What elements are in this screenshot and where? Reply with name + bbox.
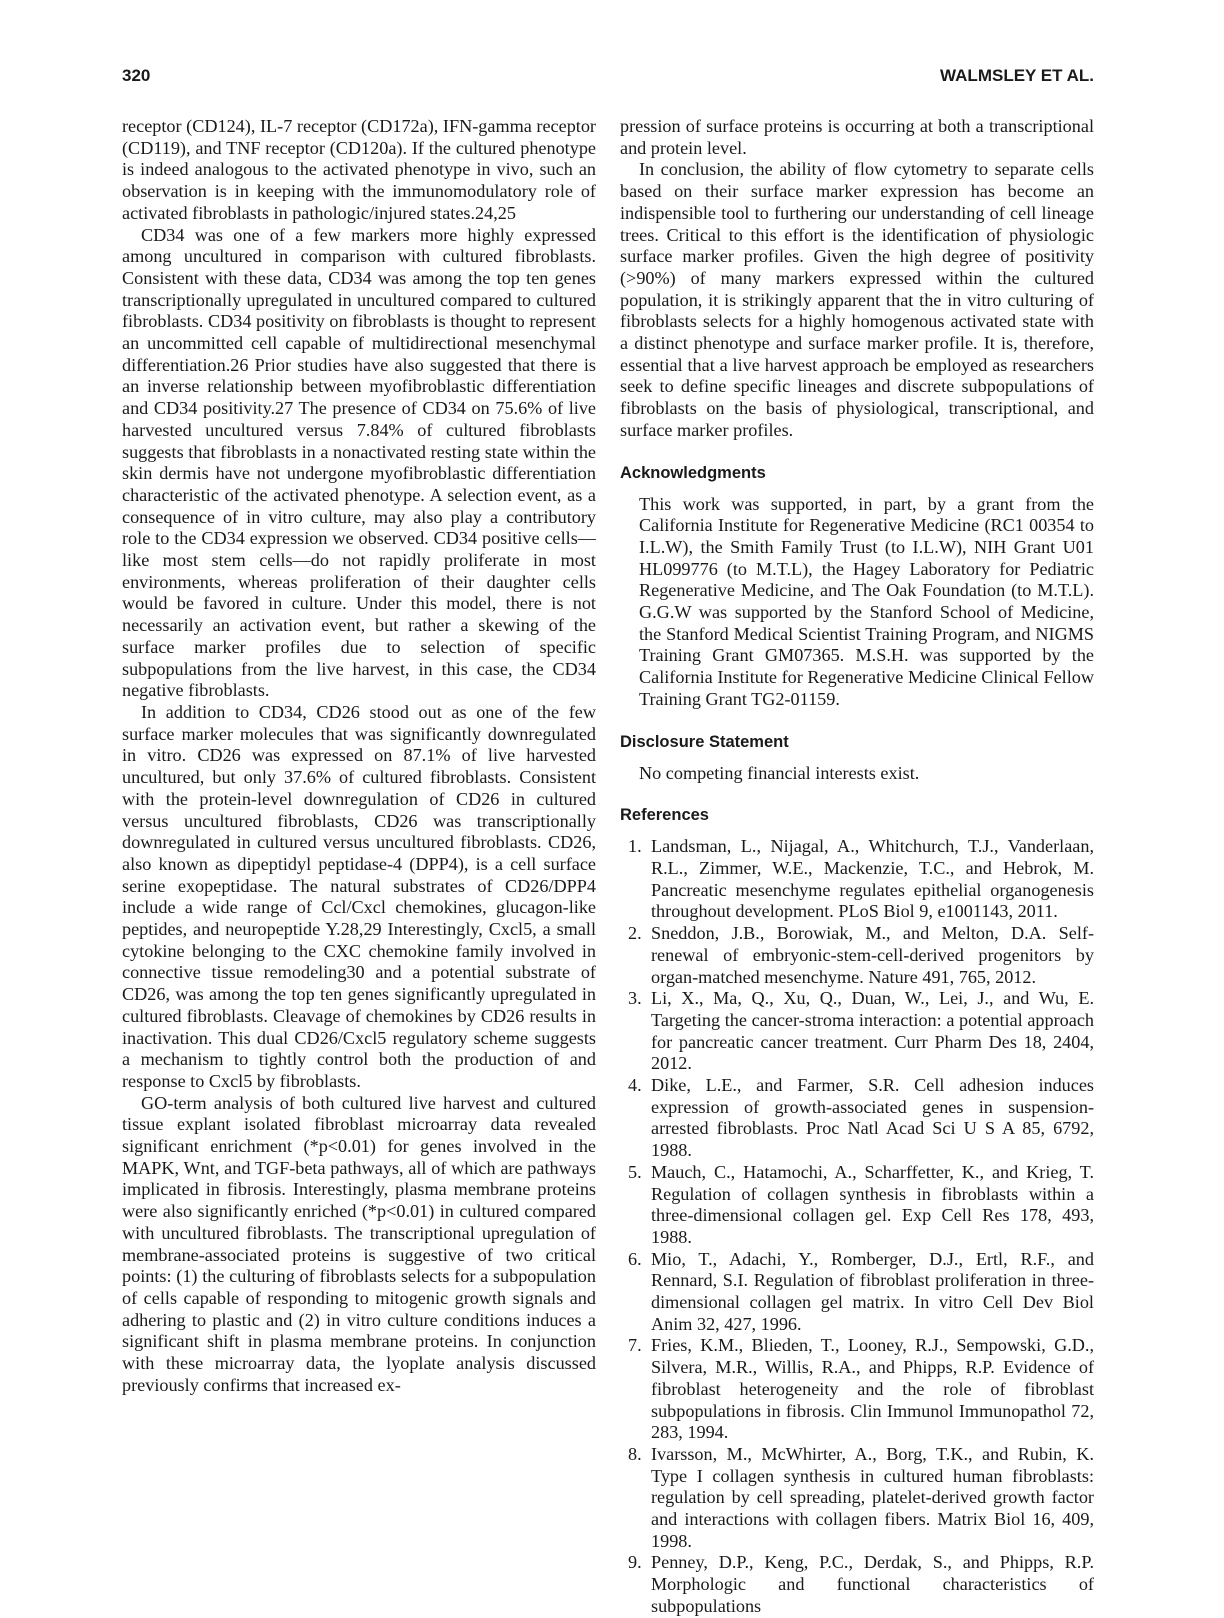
reference-text: Li, X., Ma, Q., Xu, Q., Duan, W., Lei, J., and Wu, E. Targeting the cancer-stroma interaction: a potential approach for pancreatic cancer treatment. Curr Pharm Des 18, 2404, 2012. <box>651 988 1094 1074</box>
body-paragraph: In conclusion, the ability of flow cytometry to separate cells based on their surface marker expression has become an indispensible tool to furthering our understanding of cell lineage trees. Critical to this effort is the identification of physiologic surface marker profiles. Given the high degree of positivity (>90%) of many markers expressed within the cultured population, it is strikingly apparent that the in vitro culturing of fibroblasts selects for a highly homogenous activated state with a distinct phenotype and surface marker profile. It is, therefore, essential that a live harvest approach be employed as researchers seek to define specific lineages and discrete subpopulations of fibroblasts on the basis of physiological, transcriptional, and surface marker profiles. <box>620 159 1094 440</box>
reference-number: 3. <box>628 988 642 1009</box>
page-number: 320 <box>122 66 151 85</box>
reference-number: 5. <box>628 1161 642 1182</box>
disclosure-text: No competing financial interests exist. <box>639 762 920 783</box>
reference-item <box>620 923 1094 988</box>
references-heading: References <box>620 806 709 825</box>
reference-text: Dike, L.E., and Farmer, S.R. Cell adhesion induces expression of growth-associated genes in suspension-arrested fibroblasts. Proc Natl Acad Sci U S A 85, 6792, 1988. <box>651 1075 1094 1161</box>
reference-text: Mio, T., Adachi, Y., Romberger, D.J., Ertl, R.F., and Rennard, S.I. Regulation of fibroblast proliferation in three-dimensional collagen gel matrix. In vitro Cell Dev Biol Anim 32, 427, 1996. <box>651 1248 1094 1334</box>
reference-item <box>620 1249 1094 1336</box>
reference-number: 6. <box>628 1248 642 1269</box>
reference-number: 2. <box>628 923 642 944</box>
body-paragraph: CD34 was one of a few markers more highly expressed among uncultured in comparison with cultured fibroblasts. Consistent with these data, CD34 was among the top ten genes transcriptionally upregulated in uncultured compared to cultured fibroblasts. CD34 positivity on fibroblasts is thought to represent an uncommitted cell capable of multidirectional mesenchymal differentiation.26 Prior studies have also suggested that there is an inverse relationship between myofibroblastic differentiation and CD34 positivity.27 The presence of CD34 on 75.6% of live harvested uncultured versus 7.84% of cultured fibroblasts suggests that fibroblasts in a nonactivated resting state within the skin dermis have not undergone myofibroblastic differentiation characteristic of the activated phenotype. A selection event, as a consequence of in vitro culture, may also play a contributory role to the CD34 expression we observed. CD34 positive cells—like most stem cells—do not rapidly proliferate in most environments, whereas proliferation of their daughter cells would be favored in culture. Under this model, there is not necessarily an activation event, but rather a skewing of the surface marker profiles due to selection of specific subpopulations from the live harvest, in this case, the CD34 negative fibroblasts. <box>122 224 596 701</box>
reference-text: Ivarsson, M., McWhirter, A., Borg, T.K., and Rubin, K. Type I collagen synthesis in cultured human fibroblasts: regulation by cell spreading, platelet-derived growth factor and interactions with collagen fibers. Matrix Biol 16, 409, 1998. <box>651 1443 1094 1551</box>
disclosure-heading: Disclosure Statement <box>620 732 789 751</box>
reference-text: Mauch, C., Hatamochi, A., Scharffetter, K., and Krieg, T. Regulation of collagen synthesis in fibroblasts within a three-dimensional collagen gel. Exp Cell Res 178, 493, 1988. <box>651 1161 1094 1247</box>
acknowledgments-heading: Acknowledgments <box>620 463 766 482</box>
body-paragraph: GO-term analysis of both cultured live harvest and cultured tissue explant isolated fibroblast microarray data revealed significant enrichment (*p<0.01) for genes involved in the MAPK, Wnt, and TGF-beta pathways, all of which are pathways implicated in fibrosis. Interestingly, plasma membrane proteins were also significantly enriched (*p<0.01) in cultured compared with uncultured fibroblasts. The transcriptional upregulation of membrane-associated proteins is suggestive of two critical points: (1) the culturing of fibroblasts selects for a subpopulation of cells capable of responding to mitogenic growth signals and adhering to plastic and (2) in vitro culture conditions induces a significant shift in plasma membrane proteins. In conjunction with these microarray data, the lyoplate analysis discussed previously confirms that increased ex- <box>122 1092 596 1395</box>
acknowledgments-text: This work was supported, in part, by a grant from the California Institute for Regenerative Medicine (RC1 00354 to I.L.W), the Smith Family Trust (to I.L.W), NIH Grant U01 HL099776 (to M.T.L), the Hagey Laboratory for Pediatric Regenerative Medicine, and The Oak Foundation (to M.T.L). G.G.W was supported by the Stanford School of Medicine, the Stanford Medical Scientist Training Program, and NIGMS Training Grant GM07365. M.S.H. was supported by the California Institute for Regenerative Medicine Clinical Fellow Training Grant TG2-01159. <box>639 493 1094 709</box>
reference-item <box>620 988 1094 1075</box>
references-list <box>620 836 1094 1617</box>
reference-number: 4. <box>628 1075 642 1096</box>
body-paragraph: In addition to CD34, CD26 stood out as one of the few surface marker molecules that was significantly downregulated in vitro. CD26 was expressed on 87.1% of live harvested uncultured, but only 37.6% of cultured fibroblasts. Consistent with the protein-level downregulation of CD26 in cultured versus uncultured fibroblasts, CD26 was transcriptionally downregulated in cultured versus uncultured fibroblasts. CD26, also known as dipeptidyl peptidase-4 (DPP4), is a cell surface serine exopeptidase. The natural substrates of CD26/DPP4 include a wide range of Ccl/Cxcl chemokines, glucagon-like peptides, and neuropeptide Y.28,29 Interestingly, Cxcl5, a small cytokine belonging to the CXC chemokine family involved in connective tissue remodeling30 and a potential substrate of CD26, was among the top ten genes significantly upregulated in cultured fibroblasts. Cleavage of chemokines by CD26 results in inactivation. This dual CD26/Cxcl5 regulatory scheme suggests a mechanism to tightly control both the production of and response to Cxcl5 by fibroblasts. <box>122 701 596 1091</box>
reference-text: Sneddon, J.B., Borowiak, M., and Melton, D.A. Self-renewal of embryonic-stem-cell-derived progenitors by organ-matched mesenchyme. Nature 491, 765, 2012. <box>651 923 1094 987</box>
body-paragraph: receptor (CD124), IL-7 receptor (CD172a), IFN-gamma receptor (CD119), and TNF receptor (CD120a). If the cultured phenotype is indeed analogous to the activated phenotype in vivo, such an observation is in keeping with the immunomodulatory role of activated fibroblasts in pathologic/injured states.24,25 <box>122 116 596 223</box>
reference-item <box>620 1075 1094 1162</box>
reference-number: 1. <box>628 836 642 857</box>
reference-item <box>620 1552 1094 1617</box>
body-paragraph: pression of surface proteins is occurring at both a transcriptional and protein level. <box>620 116 1094 158</box>
reference-number: 7. <box>628 1335 642 1356</box>
reference-number: 9. <box>628 1552 642 1573</box>
reference-item <box>620 1162 1094 1249</box>
reference-text: Penney, D.P., Keng, P.C., Derdak, S., and Phipps, R.P. Morphologic and functional characteristics of subpopulations <box>651 1552 1094 1616</box>
reference-number: 8. <box>628 1443 642 1464</box>
running-head: WALMSLEY ET AL. <box>940 66 1094 85</box>
reference-item <box>620 836 1094 923</box>
page-header <box>122 66 1094 90</box>
reference-text: Fries, K.M., Blieden, T., Looney, R.J., Sempowski, G.D., Silvera, M.R., Willis, R.A., and Phipps, R.P. Evidence of fibroblast heterogeneity and the role of fibroblast subpopulations in fibrosis. Clin Immunol Immunopathol 72, 283, 1994. <box>651 1335 1094 1443</box>
reference-item <box>620 1444 1094 1553</box>
reference-text: Landsman, L., Nijagal, A., Whitchurch, T.J., Vanderlaan, R.L., Zimmer, W.E., Mackenzie, T.C., and Hebrok, M. Pancreatic mesenchyme regulates epithelial organogenesis throughout development. PLoS Biol 9, e1001143, 2011. <box>651 836 1094 922</box>
right-column <box>620 116 1094 1618</box>
left-column <box>122 116 596 1396</box>
reference-item <box>620 1335 1094 1444</box>
